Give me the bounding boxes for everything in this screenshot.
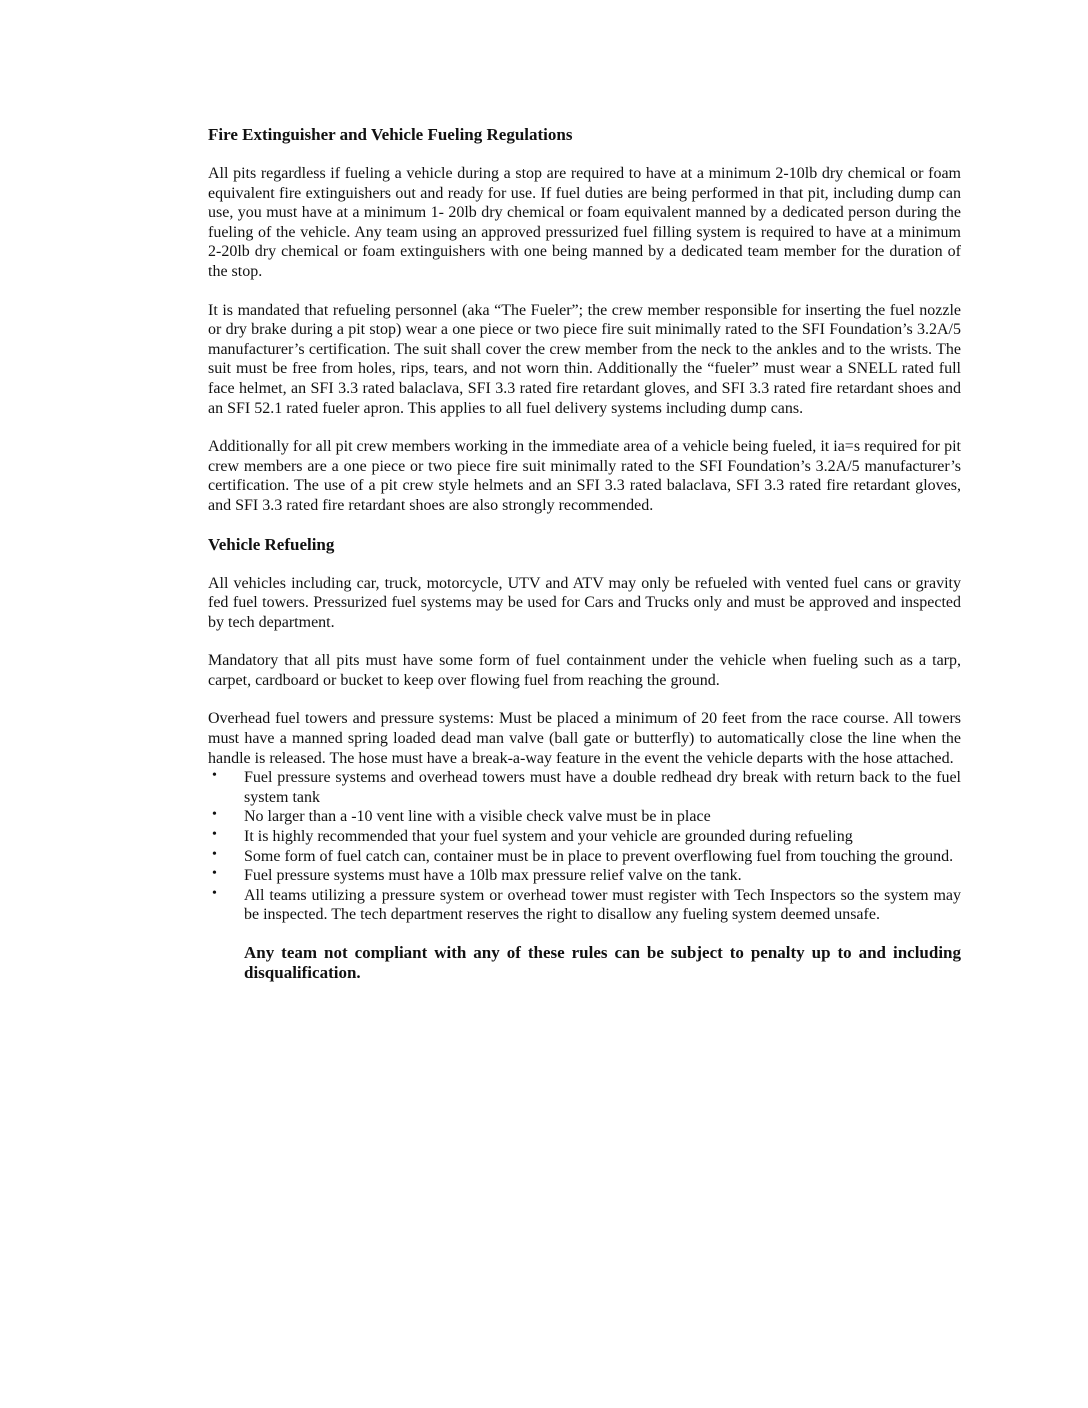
- list-item-text: No larger than a -10 vent line with a visible check valve must be in place: [244, 808, 711, 826]
- list-item-text: Some form of fuel catch can, container must be in place to prevent overflowing fuel from touching the ground.: [244, 847, 954, 865]
- paragraph-overhead-towers: Overhead fuel towers and pressure systems: Must be placed a minimum of 20 feet from the race course. All towers must have a manned spring loaded dead man valve (ball gate or butterfly) to automatically close the line when the handle is released. The hose must have a break-a-way feature in the event the vehicle departs with the hose attached.: [208, 710, 961, 767]
- list-item: [208, 768, 961, 807]
- list-item-text: Fuel pressure systems must have a 10lb max pressure relief valve on the tank.: [244, 867, 742, 885]
- list-item-text: Fuel pressure systems and overhead towers must have a double redhead dry break with return back to the fuel system tank: [244, 769, 961, 806]
- paragraph-refuel-methods: All vehicles including car, truck, motorcycle, UTV and ATV may only be refueled with vented fuel cans or gravity fed fuel towers. Pressurized fuel systems may be used for Cars and Trucks only and must be approved and inspected by tech department.: [208, 574, 961, 631]
- list-item: [208, 847, 961, 867]
- requirements-list: [208, 768, 961, 925]
- bullet-icon: •: [212, 827, 217, 843]
- list-item: [208, 827, 961, 847]
- bullet-icon: •: [212, 866, 217, 882]
- bullet-icon: •: [212, 807, 217, 823]
- paragraph-fuel-containment: Mandatory that all pits must have some form of fuel containment under the vehicle when fueling such as a tarp, carpet, cardboard or bucket to keep over flowing fuel from reaching the ground.: [208, 652, 961, 689]
- document-page: [208, 125, 961, 983]
- paragraph-extinguisher-requirements: All pits regardless if fueling a vehicle during a stop are required to have at a minimum 2-10lb dry chemical or foam equivalent fire extinguishers out and ready for use. If fuel duties are being performed in that pit, including dump can use, you must have at a minimum 1- 20lb dry chemical or foam equivalent manned by a dedicated person during the fueling of the vehicle. Any team using an approved pressurized fuel filling system is required to have at a minimum 2-20lb dry chemical or foam extinguishers with one being manned by a dedicated team member for the duration of the stop.: [208, 165, 961, 280]
- list-item: [208, 807, 961, 827]
- bullet-icon: •: [212, 768, 217, 784]
- list-item: [208, 886, 961, 925]
- section-heading-vehicle-refueling: Vehicle Refueling: [208, 534, 335, 554]
- paragraph-fueler-gear: It is mandated that refueling personnel (aka “The Fueler”; the crew member responsible for inserting the fuel nozzle or dry brake during a pit stop) wear a one piece or two piece fire suit minimally rated to the SFI Foundation’s 3.2A/5 manufacturer’s certification. The suit shall cover the crew member from the neck to the ankles and to the wrists. The suit must be free from holes, rips, tears, and not worn thin. Additionally the “fueler” must wear a SNELL rated full face helmet, an SFI 3.3 rated balaclava, SFI 3.3 rated fire retardant gloves, and SFI 3.3 rated fire retardant shoes and an SFI 52.1 rated fueler apron. This applies to all fuel delivery systems including dump cans.: [208, 301, 961, 417]
- section-heading-fire-extinguisher: Fire Extinguisher and Vehicle Fueling Regulations: [208, 125, 573, 144]
- bullet-icon: •: [212, 846, 217, 862]
- penalty-warning: Any team not compliant with any of these rules can be subject to penalty up to and including disqualification.: [244, 943, 961, 982]
- paragraph-pit-crew-gear: Additionally for all pit crew members working in the immediate area of a vehicle being fueled, it ia=s required for pit crew members are a one piece or two piece fire suit minimally rated to the SFI Foundation’s 3.2A/5 manufacturer’s certification. The use of a pit crew style helmets and an SFI 3.3 rated balaclava, SFI 3.3 rated fire retardant gloves, and SFI 3.3 rated fire retardant shoes are also strongly recommended.: [208, 438, 961, 514]
- list-item: [208, 866, 961, 886]
- list-item-text: It is highly recommended that your fuel system and your vehicle are grounded during refueling: [244, 828, 853, 846]
- bullet-icon: •: [212, 885, 217, 901]
- list-item-text: All teams utilizing a pressure system or overhead tower must register with Tech Inspectors so the system may be inspected. The tech department reserves the right to disallow any fueling system deemed unsafe.: [244, 886, 961, 924]
